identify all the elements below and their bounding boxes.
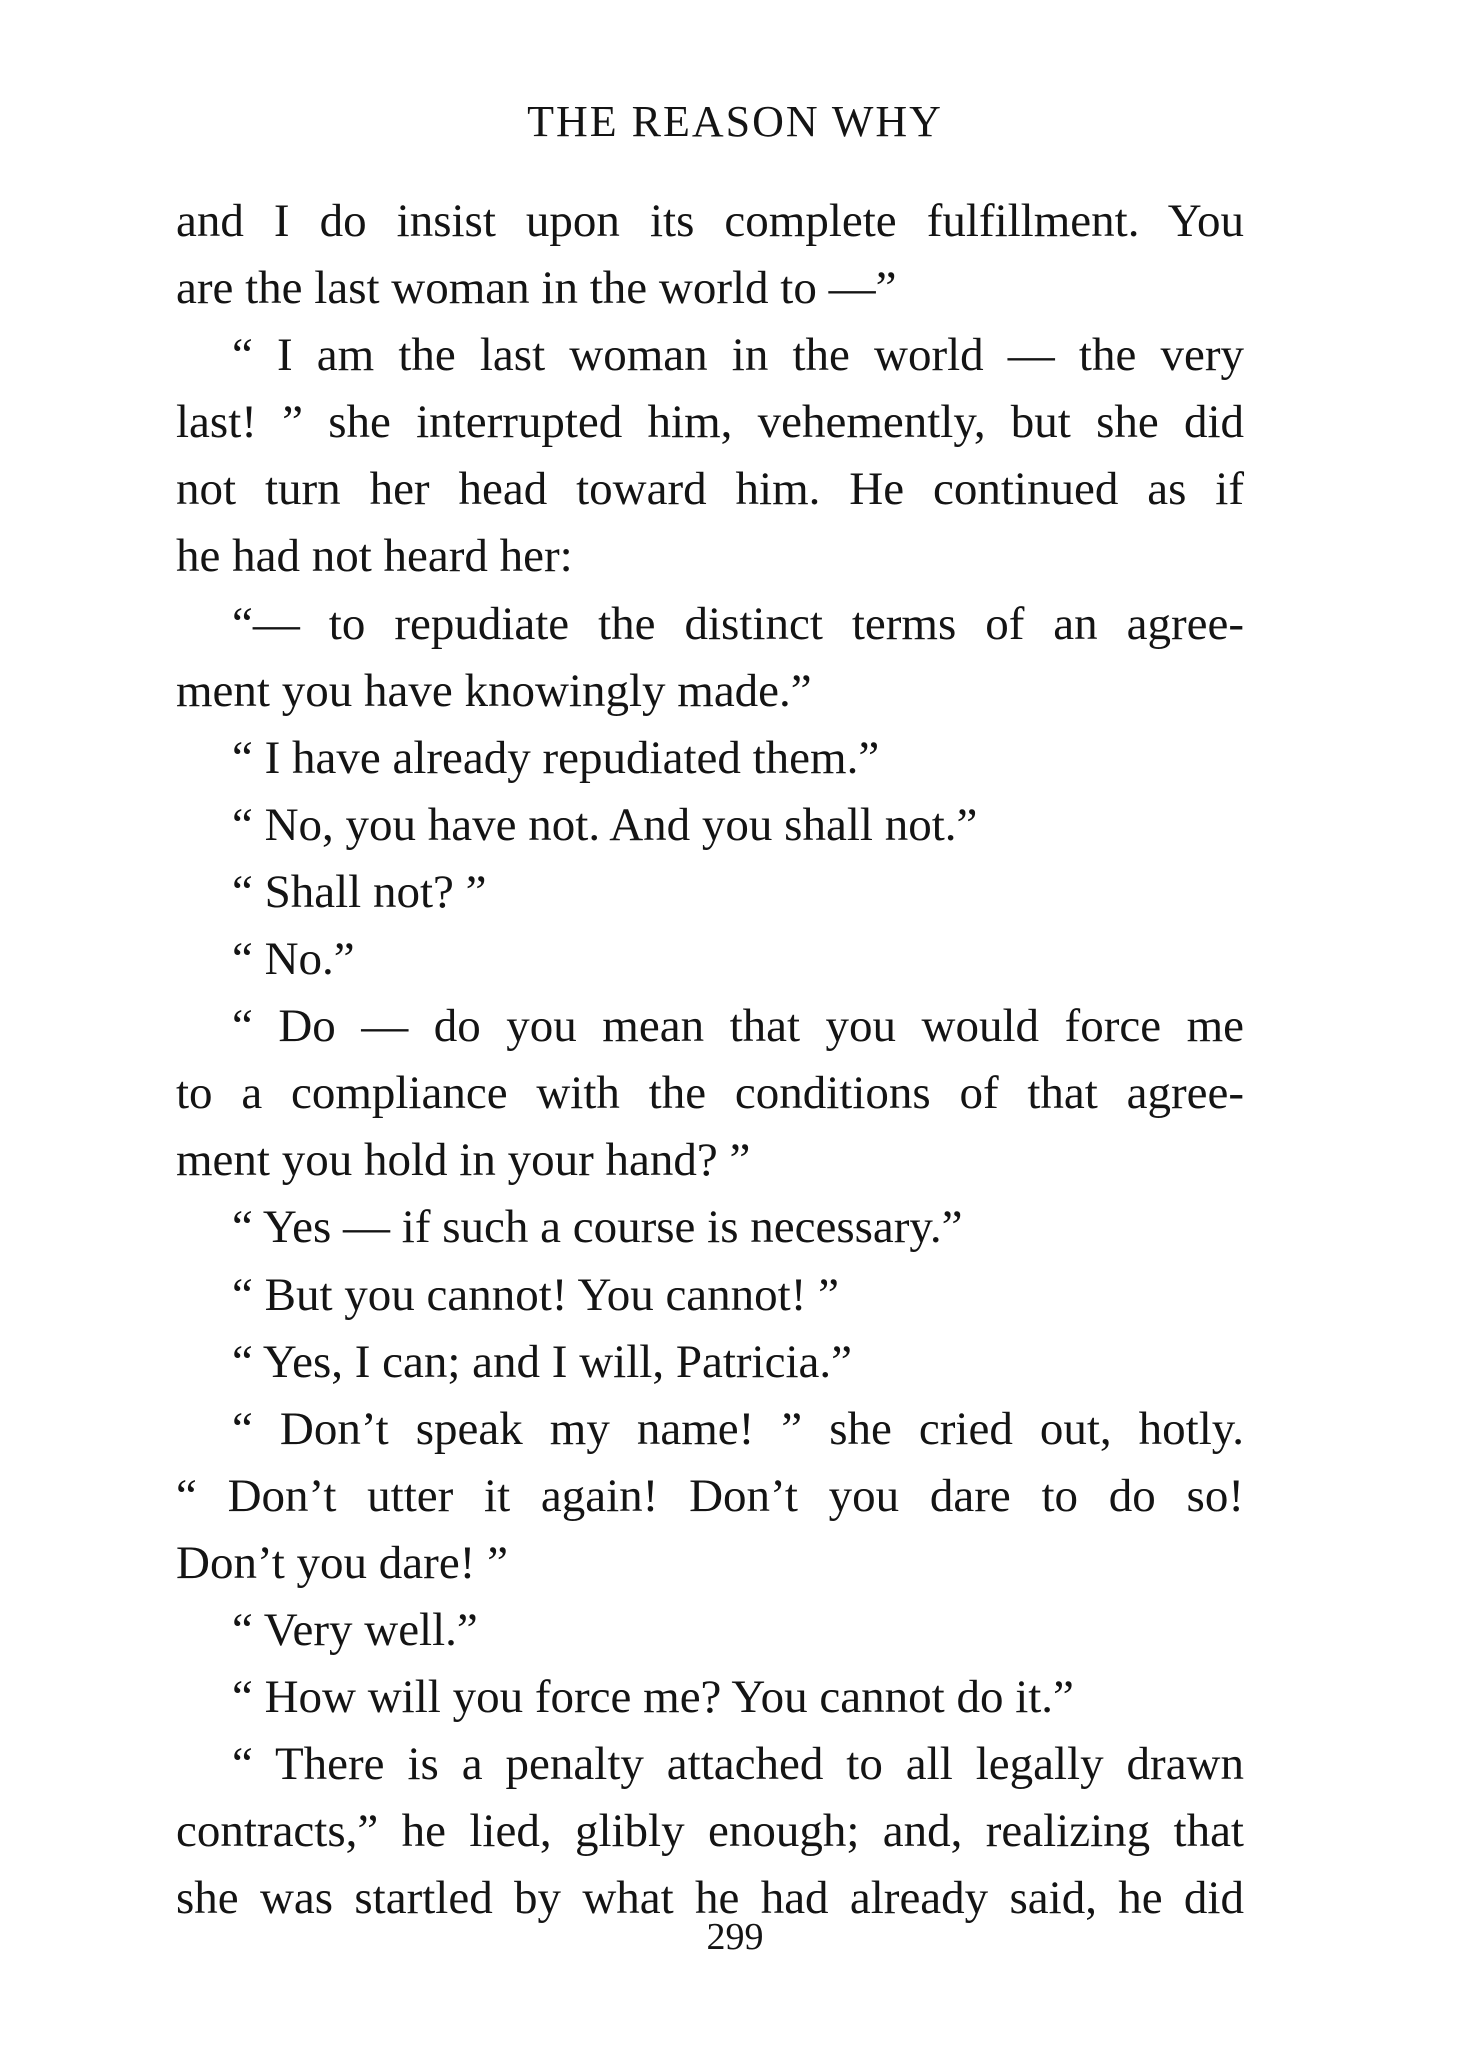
text-line: he had not heard her: (176, 530, 573, 583)
text-line: “ Shall not? ” (232, 865, 487, 918)
text-line: Don’t you dare! ” (176, 1536, 508, 1589)
text-line: “ There is a penalty attached to all legally drawn (232, 1738, 1244, 1791)
text-line: “ Yes, I can; and I will, Patricia.” (232, 1335, 852, 1388)
text-line: “ But you cannot! You cannot! ” (232, 1268, 839, 1321)
text-line: to a compliance with the conditions of that agree- (176, 1067, 1244, 1120)
text-line: “ Yes — if such a course is necessary.” (232, 1201, 963, 1254)
text-line: “ No, you have not. And you shall not.” (232, 798, 978, 851)
text-line: ment you have knowingly made.” (176, 664, 812, 717)
text-line: “ Don’t utter it again! Don’t you dare to do so! (176, 1469, 1244, 1522)
text-line: “ How will you force me? You cannot do it.” (232, 1671, 1074, 1724)
text-line: not turn her head toward him. He continued as if (176, 463, 1244, 516)
text-line: “ I am the last woman in the world — the very (232, 329, 1244, 382)
text-line: contracts,” he lied, glibly enough; and, realizing that (176, 1805, 1244, 1858)
text-line: “ No.” (232, 933, 355, 986)
text-line: she was startled by what he had already said, he did (176, 1872, 1244, 1925)
text-line: “ I have already repudiated them.” (232, 731, 880, 784)
text-line: “ Very well.” (232, 1603, 478, 1656)
text-line: “— to repudiate the distinct terms of an agree- (232, 597, 1244, 650)
running-head: THE REASON WHY (527, 97, 943, 146)
page-number: 299 (706, 1916, 764, 1958)
text-line: last! ” she interrupted him, vehemently, but she did (176, 396, 1244, 449)
text-line: are the last woman in the world to —” (176, 262, 897, 315)
text-line: ment you hold in your hand? ” (176, 1134, 751, 1187)
body-text (176, 188, 1244, 1932)
text-line: and I do insist upon its complete fulfillment. You (176, 195, 1244, 247)
text-line: “ Don’t speak my name! ” she cried out, hotly. (232, 1402, 1244, 1455)
text-line: “ Do — do you mean that you would force me (232, 1000, 1244, 1053)
